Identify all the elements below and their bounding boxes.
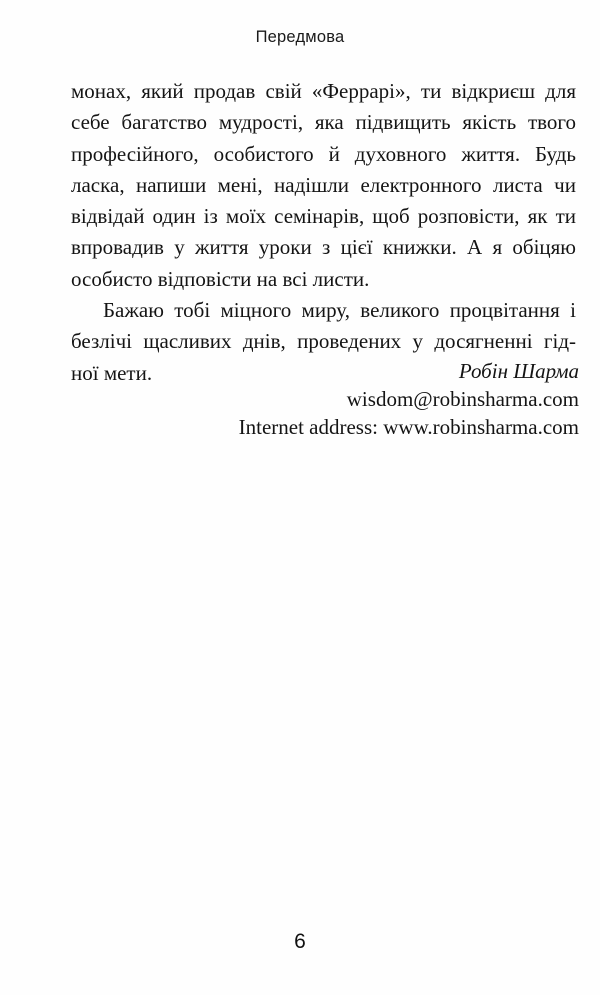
text-line: особисто відповісти на всі листи. (71, 266, 370, 291)
body-text (71, 76, 576, 389)
text-line: себе багатство мудрості, яка підвищить якість твого (71, 110, 576, 135)
text-line: впровадив у життя уроки з цієї книжки. А я обіцяю (71, 235, 576, 260)
running-head: Передмова (255, 28, 345, 46)
text-line: відвідай один із моїх семінарів, щоб розповісти, як ти (71, 204, 576, 229)
signature-block (239, 357, 579, 441)
author-website: Internet address: www.robinsharma.com (238, 415, 579, 439)
paragraph-1 (71, 76, 576, 295)
text-line: безлічі щасливих днів, проведених у досягненні гід- (71, 329, 576, 354)
text-line: монах, який продав свій «Феррарі», ти відкриєш для (71, 79, 576, 103)
author-email: wisdom@robinsharma.com (346, 387, 579, 411)
text-line: Бажаю тобі міцного миру, великого процвітання і (103, 298, 576, 323)
text-line: ної мети. (71, 360, 153, 385)
author-name: Робін Шарма (458, 359, 579, 383)
text-line: ласка, напиши мені, надішли електронного листа чи (71, 172, 576, 197)
page-number: 6 (294, 930, 306, 953)
text-line: професійного, особистого й духовного життя. Будь (71, 141, 576, 166)
